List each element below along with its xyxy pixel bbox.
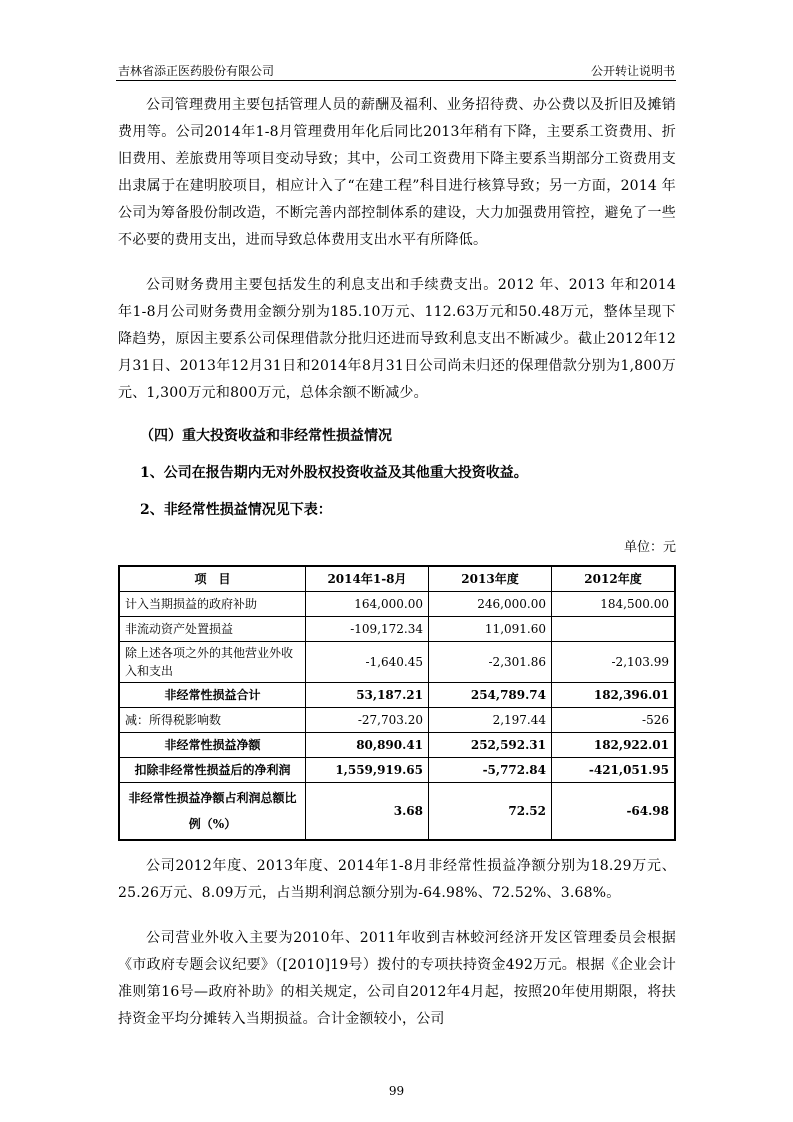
column-header-2013: 2013年度 bbox=[429, 566, 552, 592]
column-header-item: 项 目 bbox=[119, 566, 306, 592]
cell-2013: 254,789.74 bbox=[429, 683, 552, 708]
row-label: 非经常性损益合计 bbox=[119, 683, 306, 708]
paragraph-admin-expenses: 公司管理费用主要包括管理人员的薪酬及福利、业务招待费、办公费以及折旧及摊销费用等。公司2014年1-8月管理费用年化后同比2013年稍有下降，主要系工资费用、折旧费用、差旅费用等项目变动导致；其中，公司工资费用下降主要系当期部分工资费用支出隶属于在建明胶项目，相应计入了“在建工程”科目进行核算导致；另一方面，2014 年公司为筹备股份制改造，不断完善内部控制体系的建设，大力加强费用管控，避免了一些不必要的费用支出，进而导致总体费用支出水平有所降低。 bbox=[118, 97, 676, 248]
cell-2013: 252,592.31 bbox=[429, 733, 552, 758]
header-divider bbox=[116, 80, 676, 81]
cell-2013: 11,091.60 bbox=[429, 617, 552, 642]
header-document-title: 公开转让说明书 bbox=[590, 64, 675, 78]
row-label: 非流动资产处置损益 bbox=[119, 617, 306, 642]
table-row bbox=[119, 708, 675, 733]
cell-2012: -2,103.99 bbox=[552, 642, 676, 683]
column-header-2014: 2014年1-8月 bbox=[306, 566, 429, 592]
table-row-net bbox=[119, 733, 675, 758]
table-row-net-profit bbox=[119, 758, 675, 783]
cell-2014: -109,172.34 bbox=[306, 617, 429, 642]
cell-2014: 53,187.21 bbox=[306, 683, 429, 708]
row-label: 减：所得税影响数 bbox=[119, 708, 306, 733]
row-label: 非经常性损益净额占利润总额比例（%） bbox=[119, 783, 306, 841]
section-subheading-2: 2、非经常性损益情况见下表： bbox=[140, 502, 332, 518]
paragraph-finance-expenses: 公司财务费用主要包括发生的利息支出和手续费支出。2012 年、2013 年和2014年1-8月公司财务费用金额分别为185.10万元、112.63万元和50.48万元，整体呈现下降趋势，原因主要系公司保理借款分批归还进而导致利息支出不断减少。截止2012年12月31日、2013年12月31日和2014年8月31日公司尚未归还的保理借款分别为1,800万元、1,300万元和800万元，总体余额不断减少。 bbox=[118, 277, 676, 401]
page-content bbox=[118, 92, 676, 1051]
cell-2013: -5,772.84 bbox=[429, 758, 552, 783]
unit-label: 单位：元 bbox=[623, 540, 676, 555]
row-label: 非经常性损益净额 bbox=[119, 733, 306, 758]
table-row-subtotal bbox=[119, 683, 675, 708]
cell-2012 bbox=[552, 617, 676, 642]
row-label: 计入当期损益的政府补助 bbox=[119, 592, 306, 617]
cell-2012: -526 bbox=[552, 708, 676, 733]
cell-2013: 72.52 bbox=[429, 783, 552, 841]
cell-2012: -421,051.95 bbox=[552, 758, 676, 783]
cell-2014: -27,703.20 bbox=[306, 708, 429, 733]
cell-2013: 2,197.44 bbox=[429, 708, 552, 733]
paragraph-non-operating-income: 公司营业外收入主要为2010年、2011年收到吉林蛟河经济开发区管理委员会根据《市政府专题会议纪要》（[2010]19号）拨付的专项扶持资金492万元。根据《企业会计准则第16号—政府补助》的相关规定，公司自2012年4月起，按照20年使用期限，将扶持资金平均分摊转入当期损益。合计金额较小，公司 bbox=[118, 930, 676, 1027]
cell-2014: 80,890.41 bbox=[306, 733, 429, 758]
cell-2014: 1,559,919.65 bbox=[306, 758, 429, 783]
page-number: 99 bbox=[388, 1084, 405, 1098]
cell-2014: -1,640.45 bbox=[306, 642, 429, 683]
cell-2014: 164,000.00 bbox=[306, 592, 429, 617]
table-header-row bbox=[119, 566, 675, 592]
table-row bbox=[119, 617, 675, 642]
cell-2012: 182,922.01 bbox=[552, 733, 676, 758]
non-recurring-gains-table bbox=[118, 565, 676, 841]
column-header-2012: 2012年度 bbox=[552, 566, 676, 592]
table-row bbox=[119, 592, 675, 617]
cell-2013: -2,301.86 bbox=[429, 642, 552, 683]
row-label: 除上述各项之外的其他营业外收入和支出 bbox=[119, 642, 306, 683]
spacer bbox=[118, 841, 676, 853]
cell-2012: 184,500.00 bbox=[552, 592, 676, 617]
table-row bbox=[119, 642, 675, 683]
section-subheading-1: 1、公司在报告期内无对外股权投资收益及其他重大投资收益。 bbox=[140, 465, 528, 481]
cell-2012: 182,396.01 bbox=[552, 683, 676, 708]
paragraph-non-recurring-summary: 公司2012年度、2013年度、2014年1-8月非经常性损益净额分别为18.29万元、25.26万元、8.09万元，占当期利润总额分别为-64.98%、72.52%、3.68%。 bbox=[118, 858, 676, 901]
table-row-ratio bbox=[119, 783, 675, 841]
row-label: 扣除非经常性损益后的净利润 bbox=[119, 758, 306, 783]
section-heading-4: （四）重大投资收益和非经常性损益情况 bbox=[140, 428, 392, 444]
header-company-name: 吉林省添正医药股份有限公司 bbox=[118, 64, 275, 78]
cell-2013: 246,000.00 bbox=[429, 592, 552, 617]
cell-2012: -64.98 bbox=[552, 783, 676, 841]
cell-2014: 3.68 bbox=[306, 783, 429, 841]
